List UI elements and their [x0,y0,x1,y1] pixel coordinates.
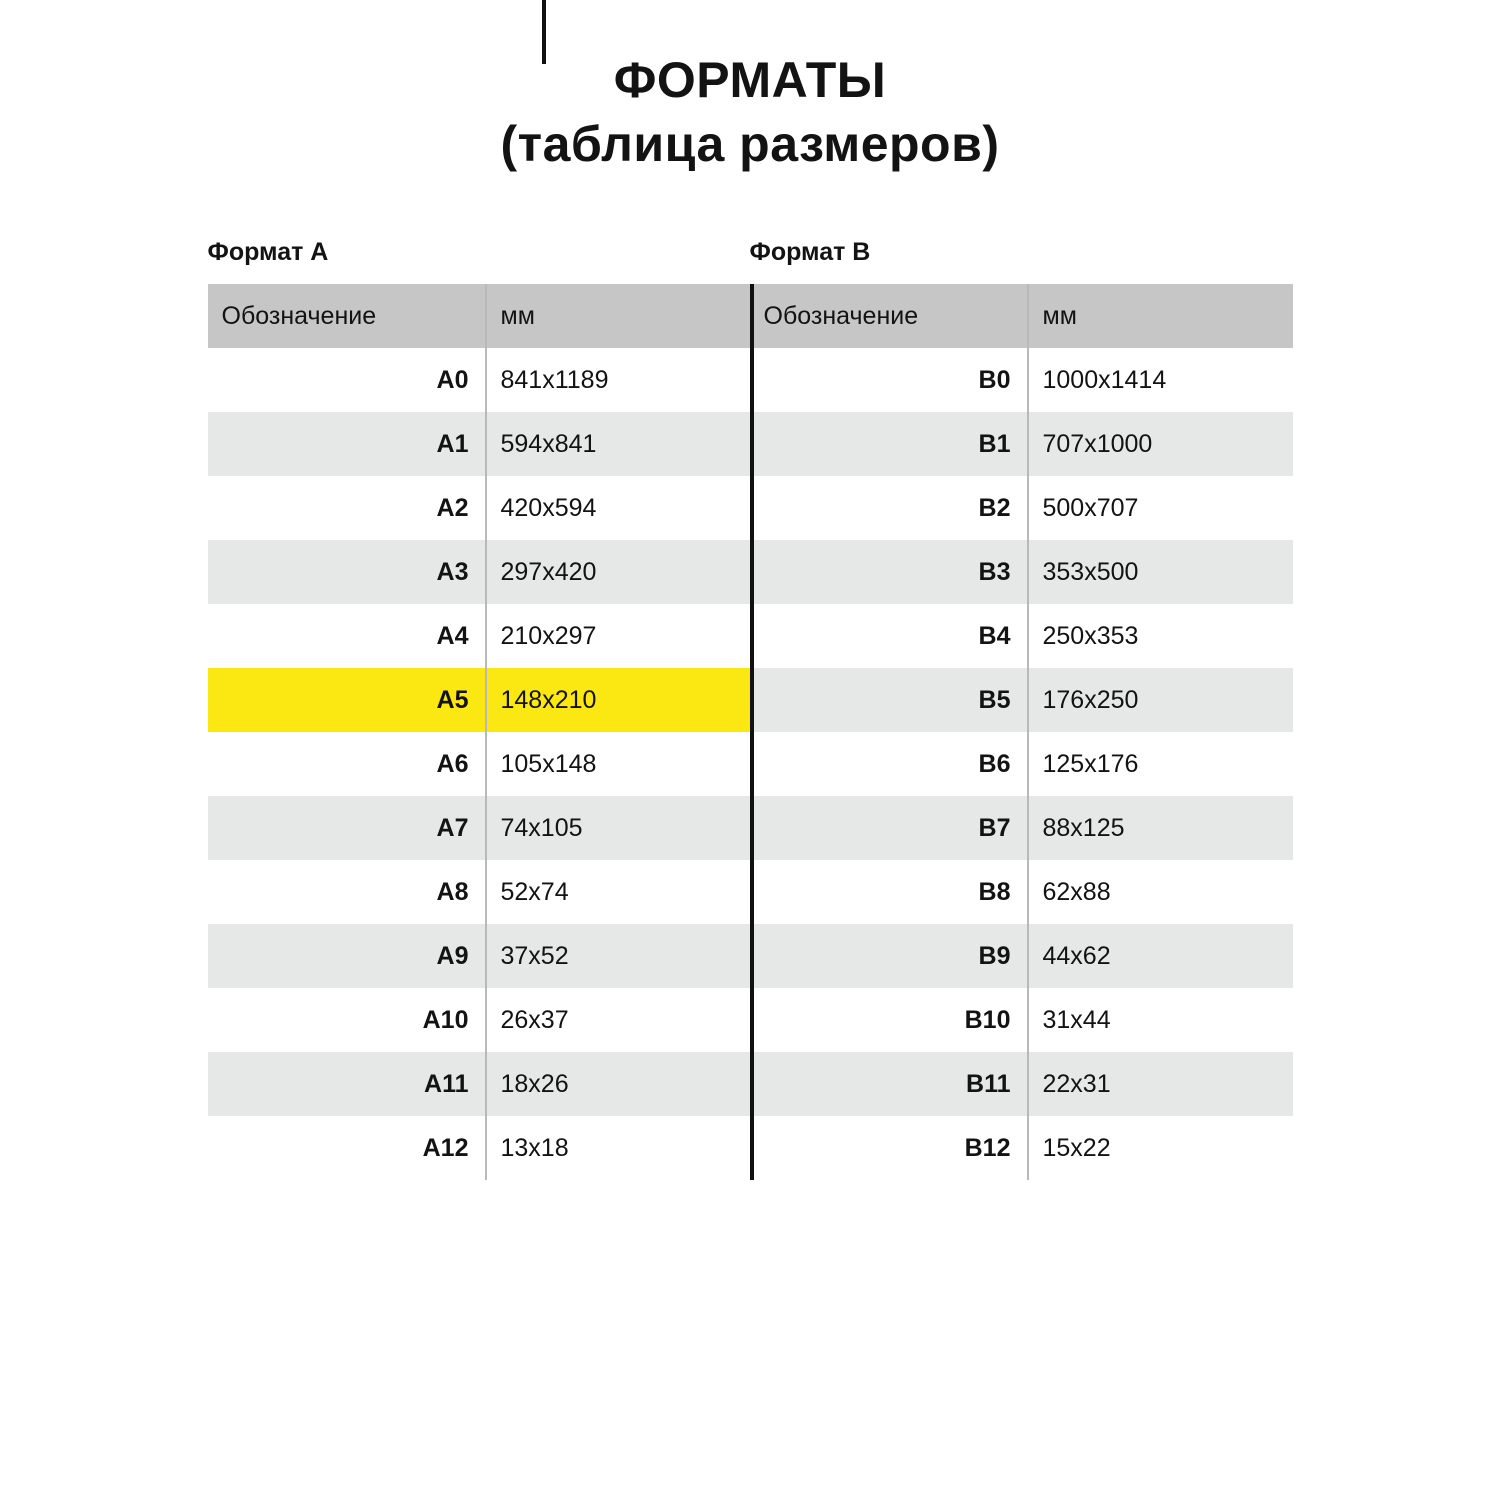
row-half-a [208,988,750,1052]
table-body [208,284,1293,1180]
cell-a-mm: 13x18 [485,1116,750,1180]
cell-a-name: А3 [436,557,469,586]
header-designation-b: Обозначение [763,301,919,330]
cell-b-mm: 500x707 [1027,476,1293,540]
cell-a-name: А4 [436,621,469,650]
cell-b-name: В10 [964,1005,1011,1034]
cell-b-name: В7 [978,813,1011,842]
cell-a-name: А5 [436,685,469,714]
row-half-b [750,604,1293,668]
row-half-a [208,412,750,476]
row-half-b [750,732,1293,796]
row-half-a [208,924,750,988]
row-half-a [208,348,750,412]
row-half-b [750,412,1293,476]
header-units-b: мм [1027,284,1293,348]
cell-a-name: А10 [422,1005,469,1034]
cell-b-mm: 353x500 [1027,540,1293,604]
cell-b-name: В11 [966,1069,1011,1098]
row-half-b [750,1116,1293,1180]
cell-b-name: В0 [978,365,1011,394]
cell-a-mm: 420x594 [485,476,750,540]
cell-a-name: А11 [424,1069,469,1098]
row-half-a [208,604,750,668]
header-units-a: мм [485,284,750,348]
column-group-divider [750,284,754,1180]
cell-a-mm: 105x148 [485,732,750,796]
header-half-a [208,284,750,348]
row-half-a [208,476,750,540]
cell-a-mm: 297x420 [485,540,750,604]
cell-b-mm: 22x31 [1027,1052,1293,1116]
header-designation-a: Обозначение [221,301,377,330]
cell-b-name: В6 [978,749,1011,778]
cell-a-name: А12 [422,1133,469,1162]
cell-b-name: В9 [978,941,1011,970]
row-half-a [208,796,750,860]
cell-a-mm: 74x105 [485,796,750,860]
cell-b-mm: 1000x1414 [1027,348,1293,412]
cell-b-mm: 125x176 [1027,732,1293,796]
row-half-a [208,1052,750,1116]
row-half-a [208,540,750,604]
header-half-b [750,284,1293,348]
cell-b-mm: 176x250 [1027,668,1293,732]
cell-a-mm: 52x74 [485,860,750,924]
cell-a-mm: 26x37 [485,988,750,1052]
row-half-b [750,476,1293,540]
row-half-a [208,860,750,924]
cell-a-name: А6 [436,749,469,778]
cell-b-name: В8 [978,877,1011,906]
cell-a-name: А2 [436,493,469,522]
cell-b-name: В5 [978,685,1011,714]
cell-a-name: А9 [436,941,469,970]
cell-b-mm: 62x88 [1027,860,1293,924]
group-header-row [208,220,1293,284]
cell-a-mm: 841x1189 [485,348,750,412]
page-title-line-2: (таблица размеров) [500,116,1000,172]
cell-b-mm: 15x22 [1027,1116,1293,1180]
cell-a-name: А7 [436,813,469,842]
cell-a-mm: 37x52 [485,924,750,988]
group-header-b: Формат В [749,237,871,266]
cell-b-name: В2 [978,493,1011,522]
cell-b-name: В3 [978,557,1011,586]
cell-b-name: В12 [964,1133,1011,1162]
cell-a-mm: 210x297 [485,604,750,668]
cell-a-mm: 148x210 [485,668,750,732]
cell-b-name: В4 [978,621,1011,650]
row-half-b [750,540,1293,604]
cell-b-mm: 707x1000 [1027,412,1293,476]
formats-table [208,220,1293,1180]
cell-a-mm: 594x841 [485,412,750,476]
group-header-divider [542,0,546,64]
row-half-b [750,668,1293,732]
page-title [0,0,1500,176]
row-half-b [750,348,1293,412]
cell-a-mm: 18x26 [485,1052,750,1116]
cell-a-name: А1 [436,429,469,458]
row-half-b [750,988,1293,1052]
cell-b-mm: 31x44 [1027,988,1293,1052]
cell-a-name: А8 [436,877,469,906]
page-title-line-1: ФОРМАТЫ [613,52,887,108]
row-half-a [208,1116,750,1180]
cell-a-name: А0 [436,365,469,394]
cell-b-mm: 88x125 [1027,796,1293,860]
cell-b-mm: 44x62 [1027,924,1293,988]
row-half-b [750,924,1293,988]
cell-b-name: В1 [978,429,1011,458]
row-half-b [750,860,1293,924]
row-half-b [750,1052,1293,1116]
cell-b-mm: 250x353 [1027,604,1293,668]
group-header-a: Формат А [207,237,329,266]
row-half-a [208,732,750,796]
row-half-a-highlighted [208,668,750,732]
row-half-b [750,796,1293,860]
